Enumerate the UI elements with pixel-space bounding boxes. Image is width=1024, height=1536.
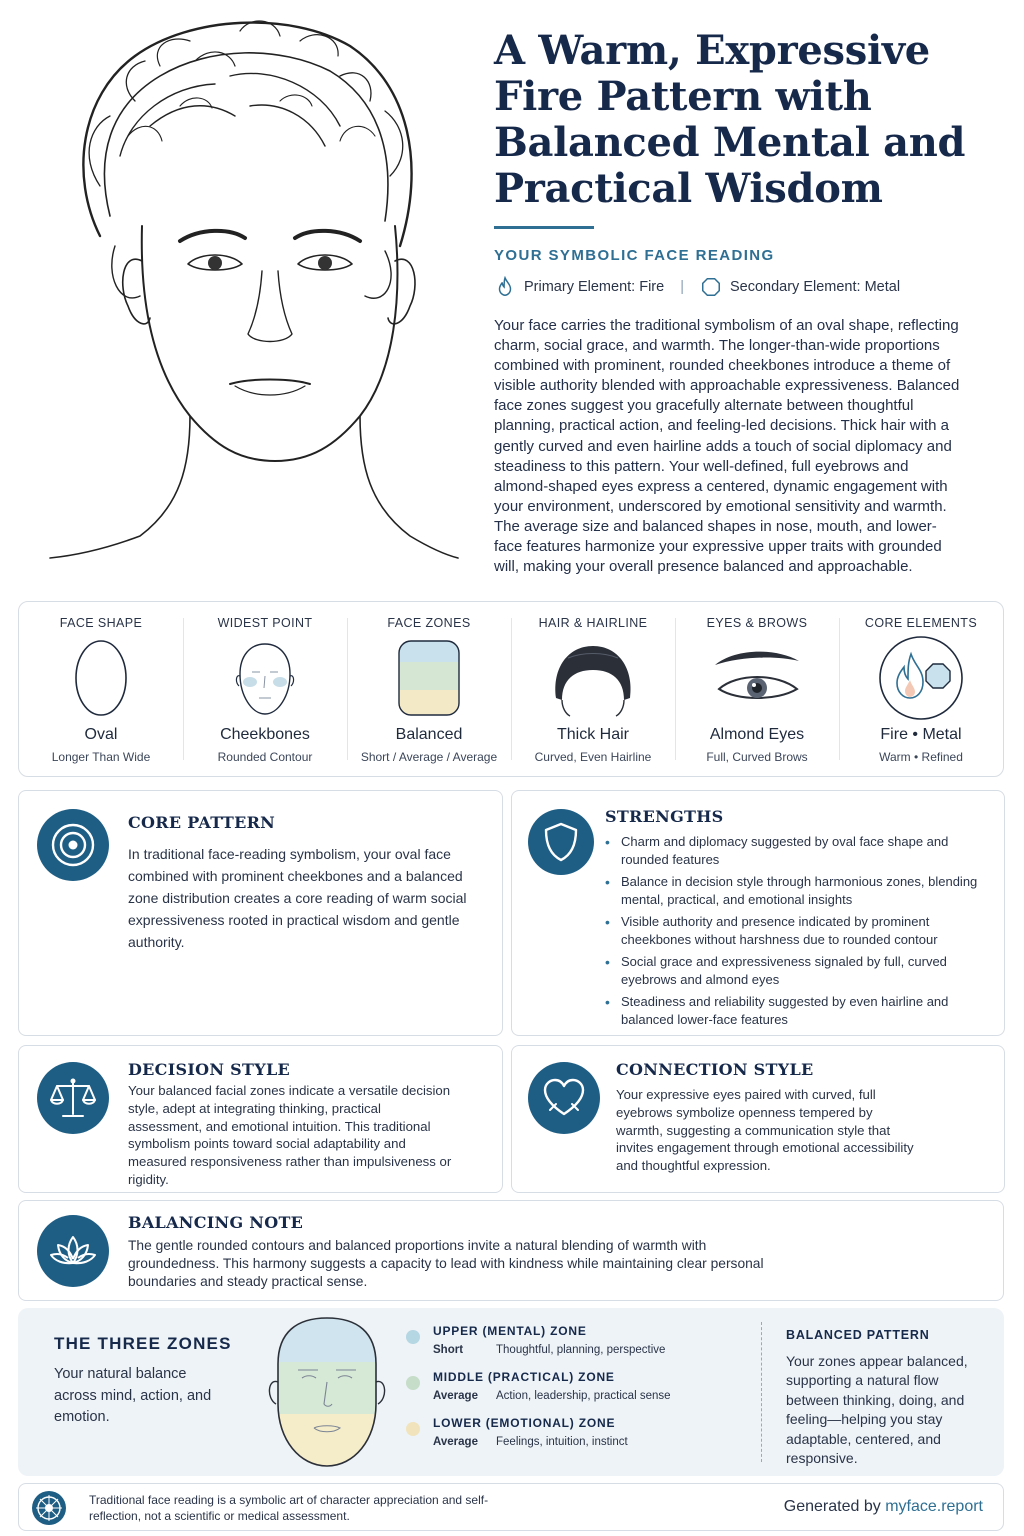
fire-metal-icon — [877, 634, 965, 722]
zone-upper — [406, 1322, 746, 1368]
feature-strip — [18, 601, 1004, 777]
list-item: • Charm and diplomacy suggested by oval face shape and rounded features — [605, 833, 985, 869]
zone-lower — [406, 1414, 746, 1460]
feature-subtext: Rounded Contour — [217, 750, 313, 764]
core-pattern-title: CORE PATTERN — [128, 813, 276, 832]
generated-by-label: Generated by — [783, 1498, 881, 1515]
primary-element: Primary Element: Fire — [524, 279, 665, 295]
feature-core-elements — [839, 602, 1003, 776]
list-item: • Visible authority and presence indicated by prominent cheekbones without harshness due to rounded contour — [605, 913, 985, 949]
strengths-card — [511, 790, 1005, 1036]
generated-by — [784, 1498, 983, 1516]
feature-caption: FACE ZONES — [387, 616, 471, 630]
connection-style-title: CONNECTION STYLE — [616, 1060, 814, 1079]
feature-caption: WIDEST POINT — [217, 616, 313, 630]
oval-face-icon — [71, 636, 131, 720]
three-zones-panel — [18, 1308, 1004, 1476]
feature-subtext: Curved, Even Hairline — [534, 750, 652, 764]
list-item: • Steadiness and reliability suggested by even hairline and balanced lower-face features — [605, 993, 985, 1029]
connection-style-badge — [528, 1062, 600, 1134]
three-zones-desc: Your natural balance across mind, action, and emotion. — [54, 1366, 212, 1425]
cheekbones-face-icon — [230, 636, 300, 720]
feature-eyes-brows — [675, 602, 839, 776]
strengths-title: STRENGTHS — [605, 807, 724, 826]
feature-widest-point — [183, 602, 347, 776]
zone-color-dot — [406, 1376, 420, 1390]
eye-brow-icon — [709, 643, 805, 713]
list-item: • Balance in decision style through harmonious zones, blending mental, practical, and emotional insights — [605, 873, 985, 909]
feature-caption: HAIR & HAIRLINE — [538, 616, 648, 630]
zone-name: UPPER (MENTAL) ZONE — [433, 1324, 587, 1338]
footer — [18, 1483, 1004, 1531]
decision-style-text: Your balanced facial zones indicate a versatile decision style, adept at integrating thinking, practical assessment, and emotional intuition. This traditional symbolism points toward social adaptability and measured responsiveness rather than impulsiveness or rigidity. — [128, 1083, 452, 1187]
hero-section — [0, 0, 1024, 595]
brand-link[interactable]: myface.report — [885, 1498, 983, 1515]
feature-caption: EYES & BROWS — [706, 616, 808, 630]
feature-subtext: Full, Curved Brows — [706, 750, 808, 764]
feature-subtext: Warm • Refined — [879, 750, 963, 764]
target-icon — [50, 822, 96, 868]
hair-icon — [548, 638, 638, 718]
core-pattern-text: In traditional face-reading symbolism, your oval face combined with prominent cheekbones and a balanced zone distribution creates a core reading of warm social expressiveness rooted in practical wisdom and gentle authority. — [128, 846, 467, 950]
reading-subhead: YOUR SYMBOLIC FACE READING — [494, 247, 775, 264]
core-pattern-card — [18, 790, 503, 1036]
connection-style-text: Your expressive eyes paired with curved, full eyebrows symbolize openness tempered by warmth, suggesting a communication style that invites engagement through emotional accessibility and thoughtful expression. — [616, 1087, 914, 1174]
zone-name: LOWER (EMOTIONAL) ZONE — [433, 1416, 616, 1430]
lotus-icon — [49, 1231, 97, 1271]
heart-icon — [540, 1076, 588, 1120]
zone-desc: Thoughtful, planning, perspective — [496, 1344, 666, 1356]
zone-desc: Action, leadership, practical sense — [496, 1390, 671, 1402]
feature-hair — [511, 602, 675, 776]
decision-style-title: DECISION STYLE — [128, 1060, 290, 1079]
shield-icon — [542, 821, 580, 863]
elements-row — [494, 276, 994, 298]
balancing-note-card — [18, 1200, 1004, 1301]
face-zones-icon — [396, 638, 462, 718]
zone-level: Average — [433, 1390, 478, 1402]
zone-level: Short — [433, 1344, 464, 1356]
feature-value: Cheekbones — [220, 726, 310, 743]
feature-subtext: Short / Average / Average — [360, 750, 498, 764]
balanced-pattern-desc: Your zones appear balanced, supporting a natural flow between thinking, doing, and feeling—helping you stay adaptable, centered, and responsive. — [786, 1353, 968, 1467]
intro-paragraph: Your face carries the traditional symbolism of an oval shape, reflecting charm, social grace, and warmth. The longer-than-wide proportions combined with prominent, rounded cheekbones introduce a theme of visible authority blended with approachable expressiveness. Balanced face zones suggest you gracefully alternate between thoughtful planning, practical action, and feeling-led decisions. Thick hair with a gently curved and even hairline adds a touch of social diplomacy and steadiness to this pattern. Your well-defined, full eyebrows and almond-shaped eyes express a centered, dynamic engagement with your environment, underscored by emotional sensitivity and warmth. The average size and balanced shapes in nose, mouth, and lower-face features harmonize your expressive upper traits with grounded will, making your overall presence balanced and approachable. — [494, 317, 960, 576]
feature-value: Thick Hair — [556, 726, 629, 743]
page-title: A Warm, Expressive Fire Pattern with Balanced Mental and Practical Wisdom — [494, 27, 966, 212]
strengths-list — [605, 833, 985, 1033]
feature-caption: CORE ELEMENTS — [864, 616, 978, 630]
element-separator: | — [680, 279, 684, 295]
zone-list — [406, 1322, 746, 1460]
feature-face-zones — [347, 602, 511, 776]
feature-subtext: Longer Than Wide — [51, 750, 151, 764]
core-pattern-badge — [37, 809, 109, 881]
feature-face-shape — [19, 602, 183, 776]
zone-color-dot — [406, 1422, 420, 1436]
compass-emblem-icon — [31, 1490, 67, 1526]
balancing-note-badge — [37, 1215, 109, 1287]
portrait-illustration — [40, 6, 460, 566]
decision-style-card — [18, 1045, 503, 1193]
zoned-face-illustration — [262, 1312, 392, 1472]
decision-style-badge — [37, 1062, 109, 1134]
octagon-icon — [700, 276, 722, 298]
feature-value: Almond Eyes — [709, 726, 805, 743]
zone-name: MIDDLE (PRACTICAL) ZONE — [433, 1370, 615, 1384]
footer-disclaimer: Traditional face reading is a symbolic art of character appreciation and self-reflection, not a scientific or medical assessment. — [89, 1493, 489, 1523]
secondary-element: Secondary Element: Metal — [729, 279, 901, 295]
zone-level: Average — [433, 1436, 478, 1448]
feature-value: Fire • Metal — [880, 726, 962, 743]
zones-divider — [761, 1322, 762, 1462]
feature-value: Oval — [84, 726, 118, 743]
balancing-note-text: The gentle rounded contours and balanced proportions invite a natural blending of warmth with groundedness. This harmony suggests a capacity to lead with kindness while maintaining clear personal boundaries and steady practical sense. — [128, 1238, 764, 1290]
balancing-note-title: BALANCING NOTE — [128, 1213, 304, 1232]
scales-icon — [49, 1076, 97, 1120]
zone-middle — [406, 1368, 746, 1414]
three-zones-title: THE THREE ZONES — [54, 1334, 232, 1353]
zone-desc: Feelings, intuition, instinct — [496, 1436, 628, 1448]
feature-caption: FACE SHAPE — [59, 616, 143, 630]
connection-style-card — [511, 1045, 1005, 1193]
balanced-pattern-title: BALANCED PATTERN — [786, 1328, 930, 1342]
flame-icon — [494, 276, 516, 298]
feature-value: Balanced — [395, 726, 463, 743]
title-divider — [494, 226, 594, 229]
zone-color-dot — [406, 1330, 420, 1344]
list-item: • Social grace and expressiveness signaled by full, curved eyebrows and almond eyes — [605, 953, 985, 989]
strengths-badge — [528, 809, 594, 875]
